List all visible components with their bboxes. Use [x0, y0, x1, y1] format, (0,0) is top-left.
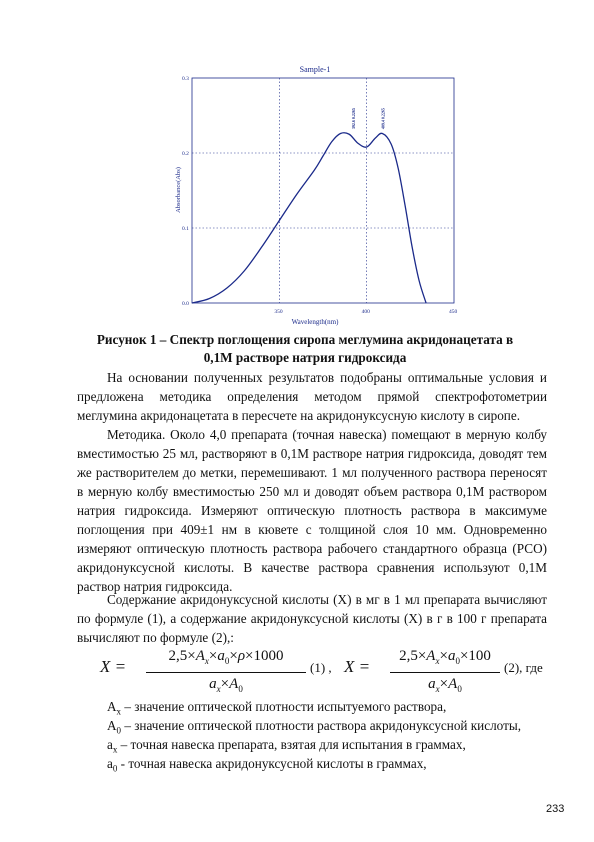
- definition-standard-weight: $а_0$ - точная навеска акридонуксусной кислоты в граммах,: [107, 756, 427, 774]
- peak-annotation: 409.4 0.2265: [380, 108, 386, 130]
- formula2-number: (2), где: [504, 660, 543, 675]
- formula2-denominator: $a_x\times A_0$: [428, 676, 462, 694]
- y-tick-label: 0.3: [182, 76, 189, 82]
- chart-xlabel: Wavelength(nm): [291, 318, 339, 326]
- paragraph-method: Методика. Около 4,0 препарата (точная навеска) помещают в мерную колбу вместимостью 25 мл, растворяют в 0,1М растворе натрия гидроксида, доводят тем же растворителем до метки, перемешивают. 1 мл полученного раствора переносят в мерную колбу вместимостью 250 мл и доводят объем раствора 0,1М раствором натрия гидроксида. Измеряют оптическую плотность раствора в максимуме поглощения при 409±1 нм в кювете с толщиной слоя 10 мм. Одновременно измеряют оптическую плотность раствора рабочего стандартного образца (РСО) акридонуксусной кислоты. В качестве раствора сравнения используют 0,1М раствор натрия гидроксида.: [77, 427, 547, 594]
- x-tick-label: 450: [449, 309, 458, 315]
- x-tick-label: 350: [274, 309, 283, 315]
- x-tick-label: 400: [361, 309, 370, 315]
- y-tick-label: 0.2: [182, 151, 189, 157]
- formula2-lhs: X =: [344, 657, 371, 676]
- absorption-spectrum-chart: [170, 60, 460, 330]
- definition-ax: $А_х$ – значение оптической плотности испытуемого раствора,: [107, 699, 447, 717]
- y-tick-label: 0.0: [182, 301, 189, 307]
- plot-frame: [192, 78, 454, 303]
- formula1-numerator: $2,5\times A_x\times a_0\times\rho\times 1000$: [168, 648, 284, 666]
- peak-annotation: 392.6 0.2265: [351, 108, 357, 130]
- formula1-denominator: $a_x\times A_0$: [209, 676, 243, 694]
- page-number: 233: [546, 803, 565, 815]
- paragraph-intro: На основании полученных результатов подобраны оптимальные условия и предложена методика определения методом прямой спектрофотометрии меглумина акридонацетата в пересчете на акридонуксусную кислоту в сиропе.: [77, 370, 547, 423]
- definition-a0: $А_0$ – значение оптической плотности раствора акридонуксусной кислоты,: [107, 718, 522, 736]
- formula2-numerator: $2,5\times A_x\times a_0\times 100$: [399, 648, 491, 666]
- absorbance-series-line: [192, 133, 426, 303]
- y-tick-label: 0.1: [182, 226, 189, 232]
- figure-caption-line1: Рисунок 1 – Спектр поглощения сиропа меглумина акридонацетата в: [96, 332, 514, 347]
- formula-row: [100, 647, 550, 693]
- paragraph-content: Содержание акридонуксусной кислоты (Х) в мг в 1 мл препарата вычисляют по формуле (1), а содержание акридонуксусной кислоты (Х) в г в 100 г препарата вычисляют по формуле (2),:: [77, 592, 547, 645]
- formula1-number: (1) ,: [310, 660, 332, 675]
- formula1-fraction: [146, 647, 306, 698]
- formula2-fraction: [390, 647, 500, 698]
- figure-caption-line2: 0,1М растворе натрия гидроксида: [203, 350, 407, 365]
- chart-title: Sample-1: [299, 65, 331, 74]
- definition-sample-weight: $а_х$ – точная навеска препарата, взятая для испытания в граммах,: [107, 737, 466, 755]
- formula1-lhs: X =: [100, 657, 127, 676]
- chart-ylabel: Absorbance(Abs): [175, 167, 182, 213]
